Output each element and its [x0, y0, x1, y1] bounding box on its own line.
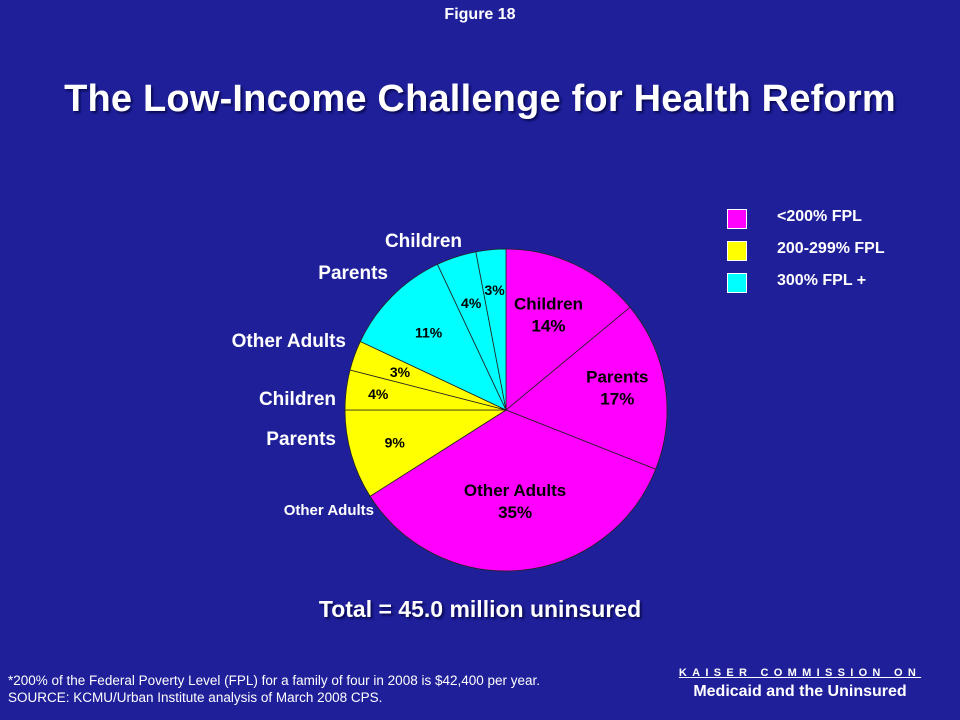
slice-category-label-7: Parents: [318, 263, 388, 284]
slice-value-label-4: 4%: [368, 385, 389, 402]
slice-category-label-8: Children: [384, 231, 462, 252]
slice-category-label-0: Children: [514, 294, 583, 314]
brand-bottom-text: Medicaid and the Uninsured: [693, 683, 907, 700]
legend-swatch-300-plus: [727, 273, 747, 293]
legend-label-200-299: 200-299% FPL: [777, 240, 885, 257]
slice-value-label-1: 17%: [600, 389, 635, 409]
slice-category-label-1: Parents: [586, 367, 649, 387]
slice-category-label-3: Other Adults: [283, 502, 374, 519]
page-title: The Low-Income Challenge for Health Reform: [64, 78, 896, 120]
legend-label-lt200: <200% FPL: [777, 208, 862, 225]
slice-value-label-3: 9%: [384, 434, 405, 451]
legend-label-300-plus: 300% FPL +: [777, 272, 867, 289]
slice-value-label-5: 3%: [389, 363, 411, 380]
slice-value-label-7: 4%: [461, 294, 482, 311]
slice-value-label-2: 35%: [498, 503, 533, 523]
slice-value-label-6: 11%: [414, 324, 443, 341]
footnote: *200% of the Federal Poverty Level (FPL) for a family of four in 2008 is $42,400 per year.: [8, 673, 541, 688]
brand-top-text: KAISER COMMISSION ON: [678, 667, 922, 679]
slice-category-label-4: Parents: [266, 429, 336, 450]
slice-value-label-8: 3%: [484, 281, 505, 298]
total-label: Total = 45.0 million uninsured: [318, 596, 642, 622]
source-note: SOURCE: KCMU/Urban Institute analysis of March 2008 CPS.: [8, 690, 383, 705]
figure-label: Figure 18: [444, 6, 516, 23]
slice-value-label-0: 14%: [531, 316, 566, 336]
kaiser-logo: [650, 667, 950, 707]
slice-category-label-6: Other Adults: [231, 331, 346, 352]
legend-swatch-lt200: [727, 209, 747, 229]
legend-swatch-200-299: [727, 241, 747, 261]
slice-category-label-2: Other Adults: [463, 481, 567, 501]
slice-category-label-5: Children: [258, 389, 336, 410]
